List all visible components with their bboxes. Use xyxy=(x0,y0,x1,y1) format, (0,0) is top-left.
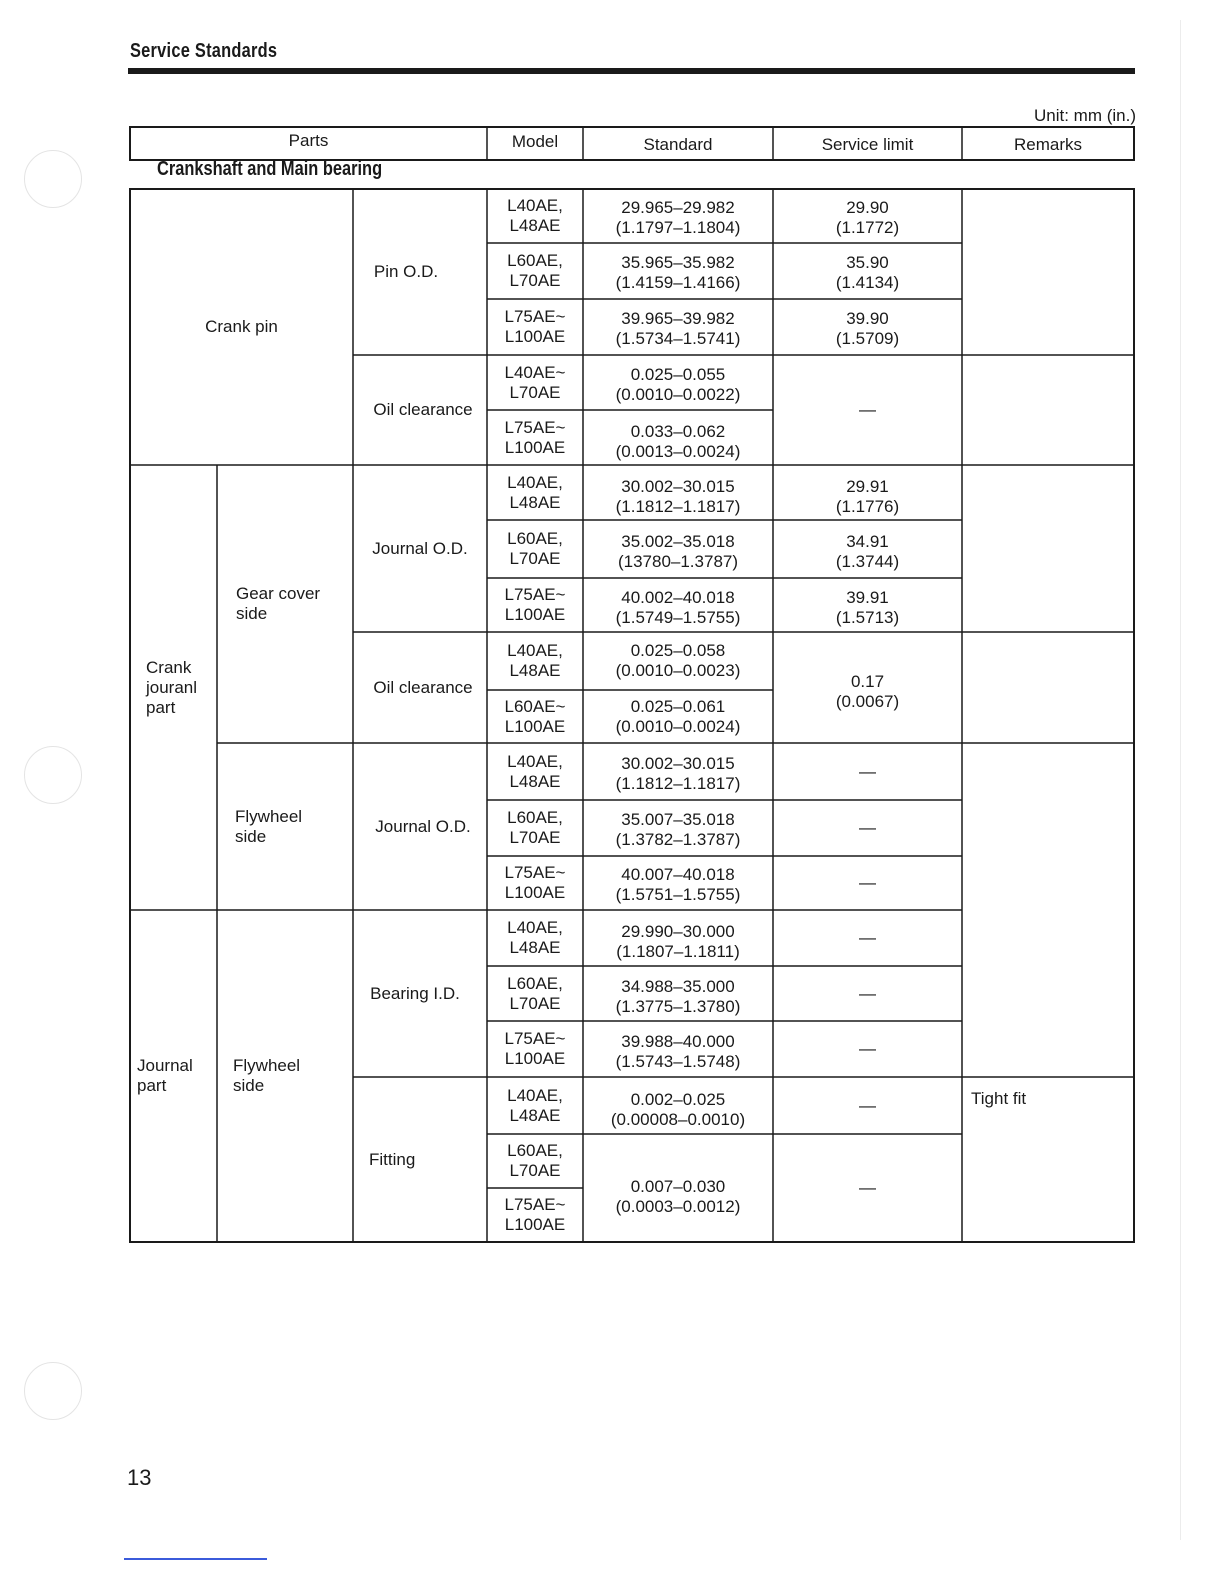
group-crank-journal-part: Crank jouranl part xyxy=(146,657,198,717)
header-service-limit: Service limit xyxy=(821,135,914,154)
page-title: Service Standards xyxy=(130,40,278,62)
standard-cell: 30.002–30.015 (1.1812–1.1817) xyxy=(615,753,741,793)
section-title: Crankshaft and Main bearing xyxy=(157,158,383,180)
model-cell: L75AE~ L100AE xyxy=(504,1195,566,1234)
group-flywheel-side: Flywheel side xyxy=(233,1056,301,1095)
limit-cell: 39.90 (1.5709) xyxy=(835,309,900,348)
limit-cell: 0.17 (0.0067) xyxy=(835,671,900,711)
standard-cell: 0.033–0.062 (0.0013–0.0024) xyxy=(615,421,741,461)
limit-cell: 29.90 (1.1772) xyxy=(835,198,900,237)
model-cell: L40AE~ L70AE xyxy=(504,362,566,402)
header-standard: Standard xyxy=(643,135,713,154)
limit-cell: 39.91 (1.5713) xyxy=(835,588,900,627)
standard-cell: 35.002–35.018 (13780–1.3787) xyxy=(617,532,739,571)
model-cell: L75AE~ L100AE xyxy=(504,863,566,902)
limit-cell: 34.91 (1.3744) xyxy=(835,532,900,571)
standard-cell: 0.007–0.030 (0.0003–0.0012) xyxy=(615,1177,741,1216)
limit-cell: 35.90 (1.4134) xyxy=(835,253,900,292)
limit-cell: — xyxy=(859,1178,876,1197)
param-journal-od: Journal O.D. xyxy=(375,816,471,836)
param-journal-od: Journal O.D. xyxy=(372,538,468,558)
model-cell: L60AE~ L100AE xyxy=(504,696,566,736)
unit-note: Unit: mm (in.) xyxy=(1034,106,1136,125)
limit-cell: — xyxy=(859,400,876,419)
group-crank-pin: Crank pin xyxy=(205,317,278,336)
model-cell: L60AE, L70AE xyxy=(507,808,563,847)
header-parts: Parts xyxy=(288,131,329,150)
param-bearing-id: Bearing I.D. xyxy=(370,983,460,1003)
group-journal-part: Journal part xyxy=(137,1056,193,1095)
limit-cell: 29.91 (1.1776) xyxy=(835,476,900,516)
model-cell: L75AE~ L100AE xyxy=(504,1029,566,1068)
limit-cell: — xyxy=(859,928,876,947)
standard-cell: 0.025–0.055 (0.0010–0.0022) xyxy=(615,364,741,404)
model-cell: L60AE, L70AE xyxy=(507,251,563,290)
standard-cell: 35.007–35.018 (1.3782–1.3787) xyxy=(615,810,741,849)
param-fitting: Fitting xyxy=(369,1149,416,1169)
model-cell: L75AE~ L100AE xyxy=(504,307,566,346)
model-cell: L60AE, L70AE xyxy=(507,529,563,568)
standard-cell: 39.965–39.982 (1.5734–1.5741) xyxy=(615,309,741,348)
model-cell: L40AE, L48AE xyxy=(507,641,563,680)
model-cell: L40AE, L48AE xyxy=(507,1085,563,1125)
limit-cell: — xyxy=(859,761,876,781)
standard-cell: 34.988–35.000 (1.3775–1.3780) xyxy=(615,976,741,1016)
footer-line xyxy=(124,1558,267,1560)
model-cell: L40AE, L48AE xyxy=(507,196,563,235)
model-cell: L60AE, L70AE xyxy=(507,1141,563,1180)
standard-cell: 0.025–0.061 (0.0010–0.0024) xyxy=(615,696,741,736)
group-gear-cover-side: Gear cover side xyxy=(236,584,321,623)
standard-cell: 39.988–40.000 (1.5743–1.5748) xyxy=(615,1032,741,1071)
model-cell: L75AE~ L100AE xyxy=(504,585,566,624)
standard-cell: 0.025–0.058 (0.0010–0.0023) xyxy=(615,641,741,680)
page-number: 13 xyxy=(127,1465,152,1490)
limit-cell: — xyxy=(859,983,876,1003)
param-pin-od: Pin O.D. xyxy=(373,262,439,281)
group-flywheel-side: Flywheel side xyxy=(235,806,303,846)
standard-cell: 29.990–30.000 (1.1807–1.1811) xyxy=(616,922,740,961)
limit-cell: — xyxy=(859,1039,876,1058)
model-cell: L60AE, L70AE xyxy=(507,973,563,1013)
header-model: Model xyxy=(511,132,559,151)
standard-cell: 40.002–40.018 (1.5749–1.5755) xyxy=(615,588,741,627)
standard-cell: 30.002–30.015 (1.1812–1.1817) xyxy=(615,476,741,516)
model-cell: L40AE, L48AE xyxy=(507,918,563,957)
limit-cell: — xyxy=(859,818,876,837)
standard-cell: 35.965–35.982 (1.4159–1.4166) xyxy=(615,253,741,292)
model-cell: L75AE~ L100AE xyxy=(504,417,566,457)
model-cell: L40AE, L48AE xyxy=(507,472,563,512)
standard-cell: 0.002–0.025 (0.00008–0.0010) xyxy=(610,1089,746,1129)
model-cell: L40AE, L48AE xyxy=(507,751,563,791)
standard-cell: 40.007–40.018 (1.5751–1.5755) xyxy=(615,865,741,904)
remarks-cell: Tight fit xyxy=(971,1089,1027,1108)
param-oil-clearance: Oil clearance xyxy=(373,677,473,697)
limit-cell: — xyxy=(859,1095,876,1115)
param-oil-clearance: Oil clearance xyxy=(373,400,473,419)
header-remarks: Remarks xyxy=(1013,135,1082,154)
standard-cell: 29.965–29.982 (1.1797–1.1804) xyxy=(615,198,741,237)
limit-cell: — xyxy=(859,873,876,892)
